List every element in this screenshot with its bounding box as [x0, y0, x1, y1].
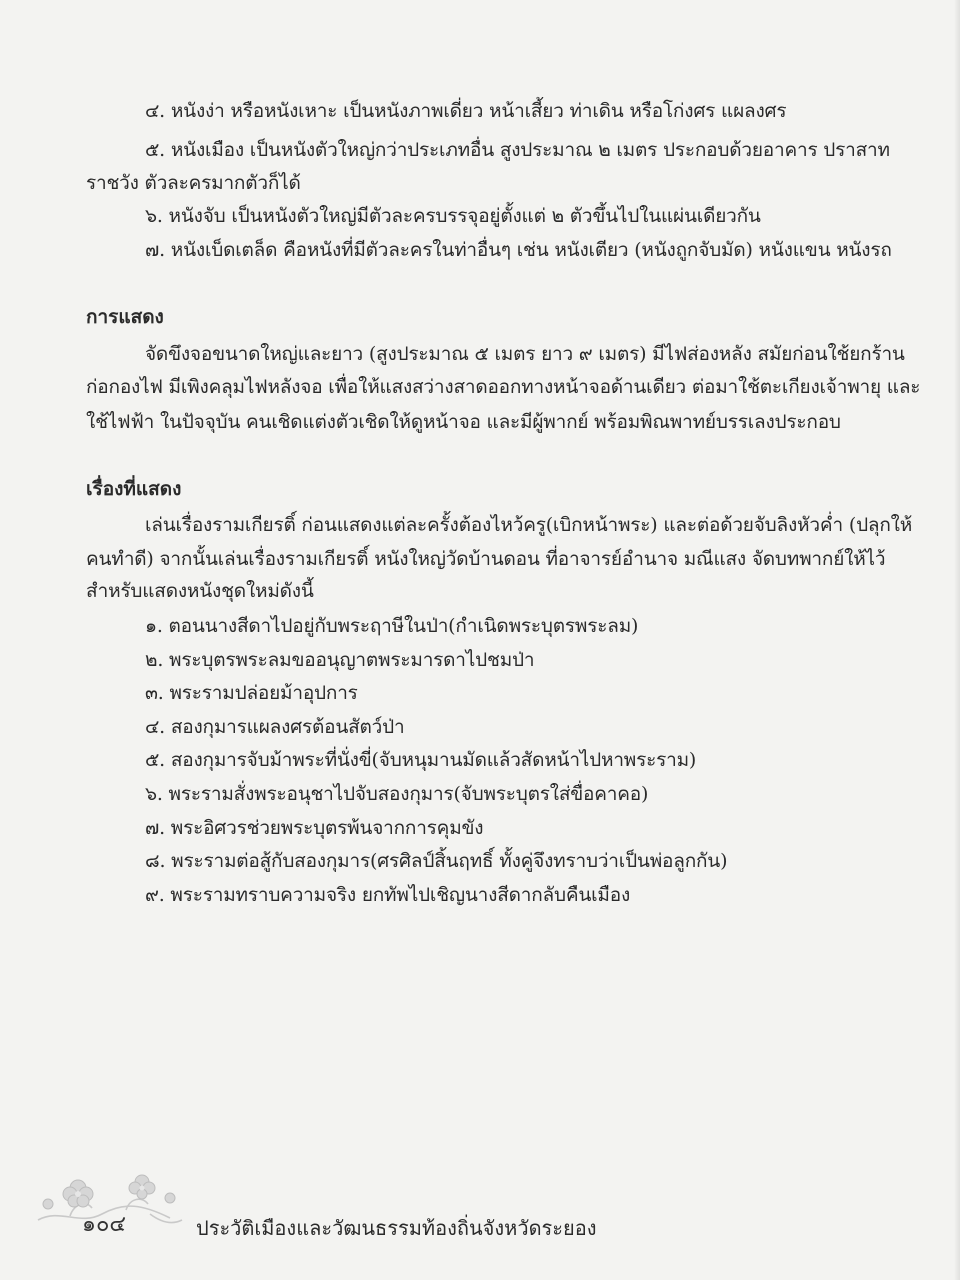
episode-6: ๖. พระรามสั่งพระอนุชาไปจับสองกุมาร(จับพระบุตรใส่ขื่อคาคอ) — [145, 783, 649, 805]
type-item-4: ๔. หนังง่า หรือหนังเหาะ เป็นหนังภาพเดี่ยว หน้าเสี้ยว ท่าเดิน หรือโก่งศร แผลงศร — [145, 100, 787, 122]
story-heading: เรื่องที่แสดง — [86, 478, 182, 500]
performance-line-2: ก่อกองไฟ มีเพิงคลุมไฟหลังจอ เพื่อให้แสงสว่างสาดออกทางหน้าจอด้านเดียว ต่อมาใช้ตะเกียงเจ้าพายุ และ — [86, 376, 921, 398]
story-line-3: สำหรับแสดงหนังชุดใหม่ดังนี้ — [86, 580, 314, 602]
episode-9: ๙. พระรามทราบความจริง ยกทัพไปเชิญนางสีดากลับคืนเมือง — [145, 884, 631, 906]
performance-line-3: ใช้ไฟฟ้า ในปัจจุบัน คนเชิดแต่งตัวเชิดให้ดูหน้าจอ และมีผู้พากย์ พร้อมพิณพาทย์บรรเลงประกอบ — [86, 411, 841, 433]
episode-1: ๑. ตอนนางสีดาไปอยู่กับพระฤาษีในป่า(กำเนิดพระบุตรพระลม) — [145, 615, 639, 637]
type-item-5-continuation: ราชวัง ตัวละครมากตัวก็ได้ — [86, 172, 301, 194]
type-item-7: ๗. หนังเบ็ดเตล็ด คือหนังที่มีตัวละครในท่าอื่นๆ เช่น หนังเตียว (หนังถูกจับมัด) หนังแขน หนังรถ — [145, 239, 892, 261]
story-line-2: คนทำดี) จากนั้นเล่นเรื่องรามเกียรติ์ หนังใหญ่วัดบ้านดอน ที่อาจารย์อำนาจ มณีแสง จัดบทพากย์ให้ไว้ — [86, 548, 886, 570]
page-edge-shadow — [954, 0, 960, 1280]
performance-line-1: จัดขึงจอขนาดใหญ่และยาว (สูงประมาณ ๕ เมตร ยาว ๙ เมตร) มีไฟส่องหลัง สมัยก่อนใช้ยกร้าน — [145, 343, 905, 365]
story-line-1: เล่นเรื่องรามเกียรติ์ ก่อนแสดงแต่ละครั้งต้องไหว้ครู(เบิกหน้าพระ) และต่อด้วยจับลิงหัวค่ำ (ปลุกให้ — [145, 514, 913, 536]
episode-2: ๒. พระบุตรพระลมขออนุญาตพระมารดาไปชมป่า — [145, 649, 535, 671]
type-item-6: ๖. หนังจับ เป็นหนังตัวใหญ่มีตัวละครบรรจุอยู่ตั้งแต่ ๒ ตัวขึ้นไปในแผ่นเดียวกัน — [145, 205, 761, 227]
episode-7: ๗. พระอิศวรช่วยพระบุตรพ้นจากการคุมขัง — [145, 817, 484, 839]
episode-4: ๔. สองกุมารแผลงศรต้อนสัตว์ป่า — [145, 716, 405, 738]
page-number: ๑๐๔ — [82, 1212, 127, 1237]
episode-3: ๓. พระรามปล่อยม้าอุปการ — [145, 682, 358, 704]
episode-8: ๘. พระรามต่อสู้กับสองกุมาร(ศรศิลป์สิ้นฤทธิ์ ทั้งคู่จึงทราบว่าเป็นพ่อลูกกัน) — [145, 850, 728, 872]
episode-5: ๕. สองกุมารจับม้าพระที่นั่งขี่(จับหนุมานมัดแล้วสัดหน้าไปหาพระราม) — [145, 749, 697, 771]
performance-heading: การแสดง — [86, 306, 164, 328]
type-item-5: ๕. หนังเมือง เป็นหนังตัวใหญ่กว่าประเภทอื่น สูงประมาณ ๒ เมตร ประกอบด้วยอาคาร ปราสาท — [145, 139, 890, 161]
book-title: ประวัติเมืองและวัฒนธรรมท้องถิ่นจังหวัดระยอง — [196, 1216, 597, 1240]
